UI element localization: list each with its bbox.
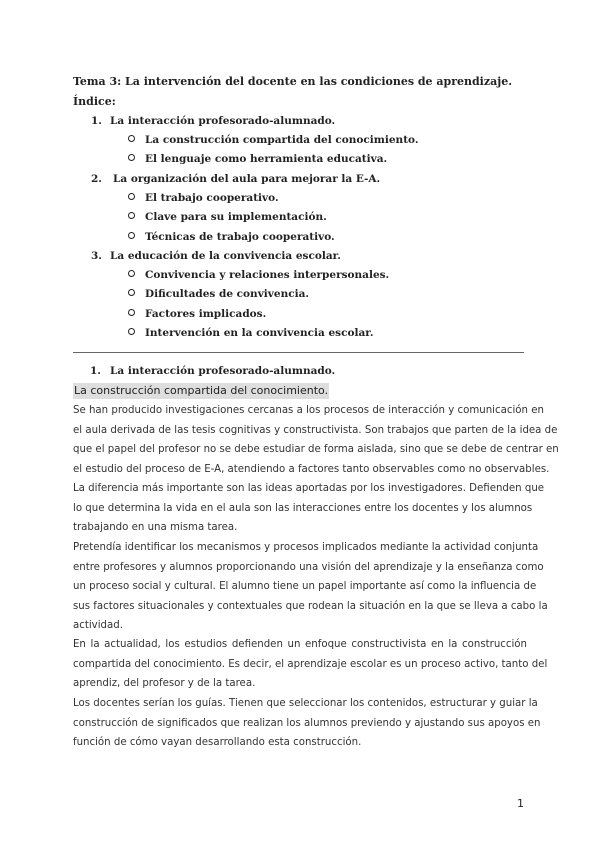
bullet-circle-icon [128,212,135,219]
toc-subitem-label: Dificultades de convivencia. [145,288,310,300]
toc-subitem [128,230,335,244]
bullet-circle-icon [128,289,135,296]
body-paragraph-4 [73,694,541,753]
document-title: Tema 3: La intervención del docente en las condiciones de aprendizaje. [73,75,513,88]
body-paragraph-2 [73,538,548,636]
paragraph-line: sus factores situacionales y contextuales que rodean la situación en la que se lleva a cabo la [73,600,548,612]
toc-subitem-label: El lenguaje como herramienta educativa. [145,153,388,165]
toc-subitem-label: Factores implicados. [145,308,267,320]
bullet-circle-icon [128,154,135,161]
index-label: Índice: [73,95,116,108]
paragraph-line: Los docentes serían los guías. Tienen que seleccionar los contenidos, estructurar y guiar la [73,698,538,709]
paragraph-line: La diferencia más importante son las ideas aportadas por los investigadores. Defienden que [73,483,545,494]
bullet-circle-icon [128,270,135,277]
toc-subitem [128,191,279,205]
paragraph-line: trabajando en una misma tarea. [73,522,238,533]
toc-item-2 [91,172,380,186]
toc-subitem [128,133,419,147]
paragraph-line: que el papel del profesor no se debe estudiar de forma aislada, sino que se debe de centrar en [73,444,559,455]
toc-subitem [128,268,389,282]
bullet-circle-icon [128,232,135,239]
toc-item-3 [91,249,341,263]
toc-item-1 [91,114,335,128]
paragraph-line: En la actualidad, los estudios defienden un enfoque constructivista en la construcción [73,639,527,650]
toc-subitem-label: Clave para su implementación. [145,211,327,223]
bullet-circle-icon [128,309,135,316]
paragraph-line: Se han producido investigaciones cercanas a los procesos de interacción y comunicación en [73,405,544,416]
toc-subitem-label: Técnicas de trabajo cooperativo. [145,231,335,243]
paragraph-line: Pretendía identificar los mecanismos y procesos implicados mediante la actividad conjunta [73,542,539,553]
toc-subitem [128,287,309,301]
paragraph-line: el estudio del proceso de E-A, atendiendo a factores tanto observables como no observables. [73,463,550,475]
toc-item-label: La organización del aula para mejorar la E-A. [113,173,381,185]
paragraph-line: entre profesores y alumnos proporcionando una visión del aprendizaje y la enseñanza como [73,561,544,573]
toc-subitem [128,210,327,224]
paragraph-line: aprendiz, del profesor y de la tarea. [73,678,256,689]
paragraph-line: compartida del conocimiento. Es decir, el aprendizaje escolar es un proceso activo, tanto del [73,658,548,670]
toc-item-number: 2. [91,173,102,185]
toc-subitem [128,152,387,166]
section-number: 1. [90,365,101,377]
paragraph-line: función de cómo vayan desarrollando esta construcción. [73,737,362,748]
body-paragraph-3 [73,635,548,694]
paragraph-line: un proceso social y cultural. El alumno tiene un papel importante así como la influencia de [73,581,537,592]
bullet-circle-icon [128,135,135,142]
toc-item-label: La educación de la convivencia escolar. [110,250,341,262]
paragraph-line: el aula derivada de las tesis cognitivas y constructivista. Son trabajos que parten de la idea de [73,424,558,436]
paragraph-line: lo que determina la vida en el aula son las interacciones entre los docentes y los alumnos [73,502,533,514]
page-number: 1 [517,797,524,810]
bullet-circle-icon [128,328,135,335]
toc-subitem-label: La construcción compartida del conocimiento. [145,134,419,146]
paragraph-line: construcción de significados que realizan los alumnos previendo y ajustando sus apoyos en [73,717,541,729]
horizontal-divider [73,352,524,353]
toc-subitem-label: Convivencia y relaciones interpersonales. [145,269,390,281]
paragraph-line: actividad. [73,620,123,631]
section-heading [90,364,335,378]
toc-subitem-label: El trabajo cooperativo. [145,192,279,204]
bullet-circle-icon [128,193,135,200]
highlighted-subheading: La construcción compartida del conocimiento. [74,384,329,397]
body-paragraph-1 [73,401,559,538]
toc-item-number: 3. [91,250,102,262]
toc-item-number: 1. [91,115,102,127]
toc-subitem [128,326,374,340]
toc-item-label: La interacción profesorado-alumnado. [110,115,336,127]
section-title: La interacción profesorado-alumnado. [110,365,336,377]
toc-subitem-label: Intervención en la convivencia escolar. [145,327,374,339]
toc-subitem [128,307,266,321]
